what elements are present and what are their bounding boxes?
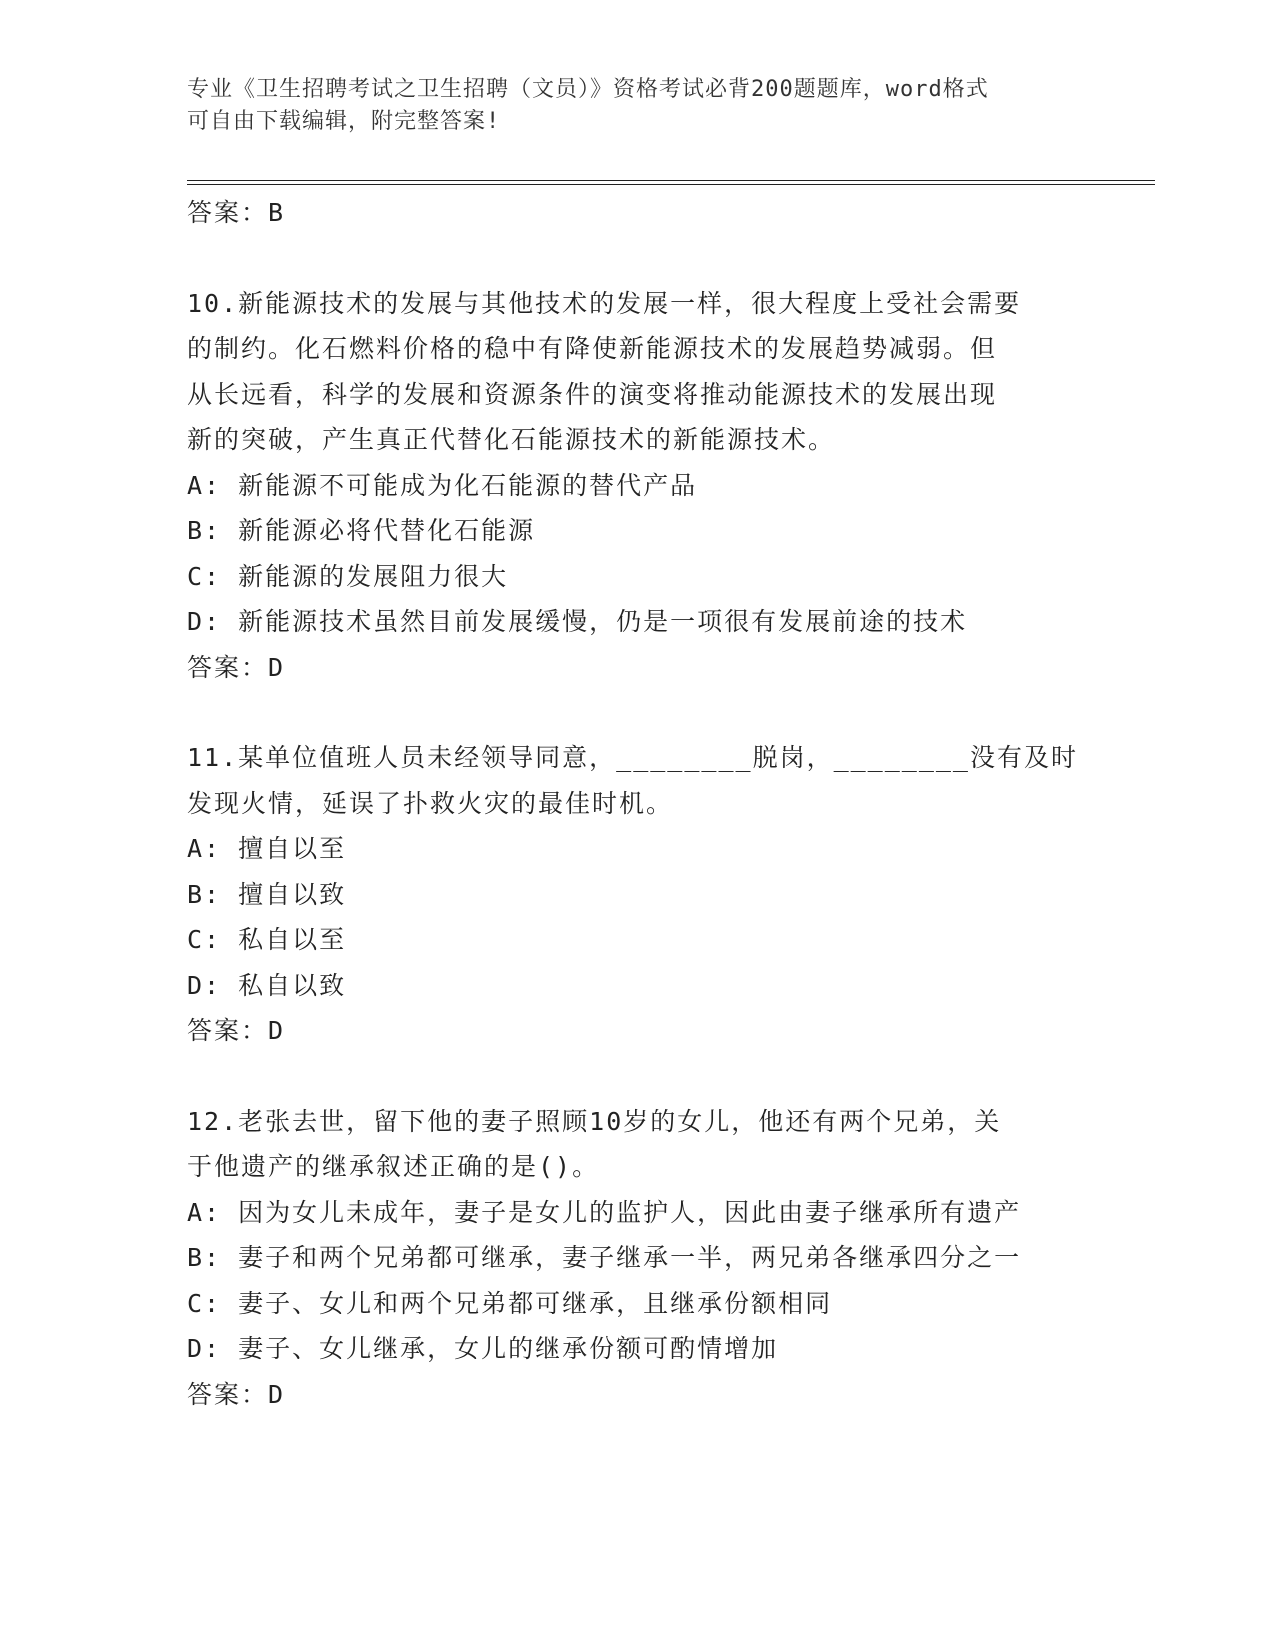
- header-divider-bottom: [187, 184, 1155, 185]
- question-12: [187, 1099, 1087, 1418]
- answer-label: 答案：D: [187, 652, 286, 682]
- page-header: [187, 74, 1067, 138]
- option-b: B: 新能源必将代替化石能源: [187, 516, 536, 545]
- question-text-line: 从长远看，科学的发展和资源条件的演变将推动能源技术的发展出现: [187, 379, 998, 409]
- question-text-line: 于他遗产的继承叙述正确的是()。: [187, 1152, 600, 1181]
- previous-answer: 答案：B: [187, 198, 286, 227]
- option-c: C: 新能源的发展阻力很大: [187, 561, 509, 591]
- option-a: A: 擅自以至: [187, 834, 347, 863]
- question-text-line: 11.某单位值班人员未经领导同意，________脱岗，________没有及时: [187, 743, 1078, 772]
- header-line-2: 可自由下载编辑，附完整答案!: [187, 109, 501, 134]
- option-a: A: 新能源不可能成为化石能源的替代产品: [187, 470, 698, 500]
- option-d: D: 新能源技术虽然目前发展缓慢，仍是一项很有发展前途的技术: [187, 607, 968, 636]
- option-c: C: 私自以至: [187, 925, 347, 954]
- header-divider-top: [187, 180, 1155, 181]
- header-line-1: 专业《卫生招聘考试之卫生招聘（文员）》资格考试必背200题题库，word格式: [187, 77, 989, 102]
- option-d: D: 私自以致: [187, 970, 347, 1000]
- question-text-line: 新的突破，产生真正代替化石能源技术的新能源技术。: [187, 425, 836, 454]
- question-11: [187, 735, 1087, 1054]
- option-a: A: 因为女儿未成年，妻子是女儿的监护人，因此由妻子继承所有遗产: [187, 1197, 1022, 1227]
- answer-label: 答案：D: [187, 1016, 286, 1045]
- question-text-line: 10.新能源技术的发展与其他技术的发展一样，很大程度上受社会需要: [187, 288, 1022, 318]
- question-text-line: 12.老张去世，留下他的妻子照顾10岁的女儿，他还有两个兄弟，关: [187, 1106, 1002, 1136]
- question-text-line: 的制约。化石燃料价格的稳中有降使新能源技术的发展趋势减弱。但: [187, 334, 998, 363]
- answer-label: 答案：D: [187, 1379, 286, 1409]
- question-text-line: 发现火情，延误了扑救火灾的最佳时机。: [187, 788, 674, 818]
- option-b: B: 擅自以致: [187, 879, 347, 909]
- question-list: [187, 190, 1087, 1417]
- option-d: D: 妻子、女儿继承，女儿的继承份额可酌情增加: [187, 1334, 779, 1363]
- option-c: C: 妻子、女儿和两个兄弟都可继承，且继承份额相同: [187, 1288, 833, 1318]
- option-b: B: 妻子和两个兄弟都可继承，妻子继承一半，两兄弟各继承四分之一: [187, 1243, 1022, 1272]
- question-10: [187, 281, 1087, 691]
